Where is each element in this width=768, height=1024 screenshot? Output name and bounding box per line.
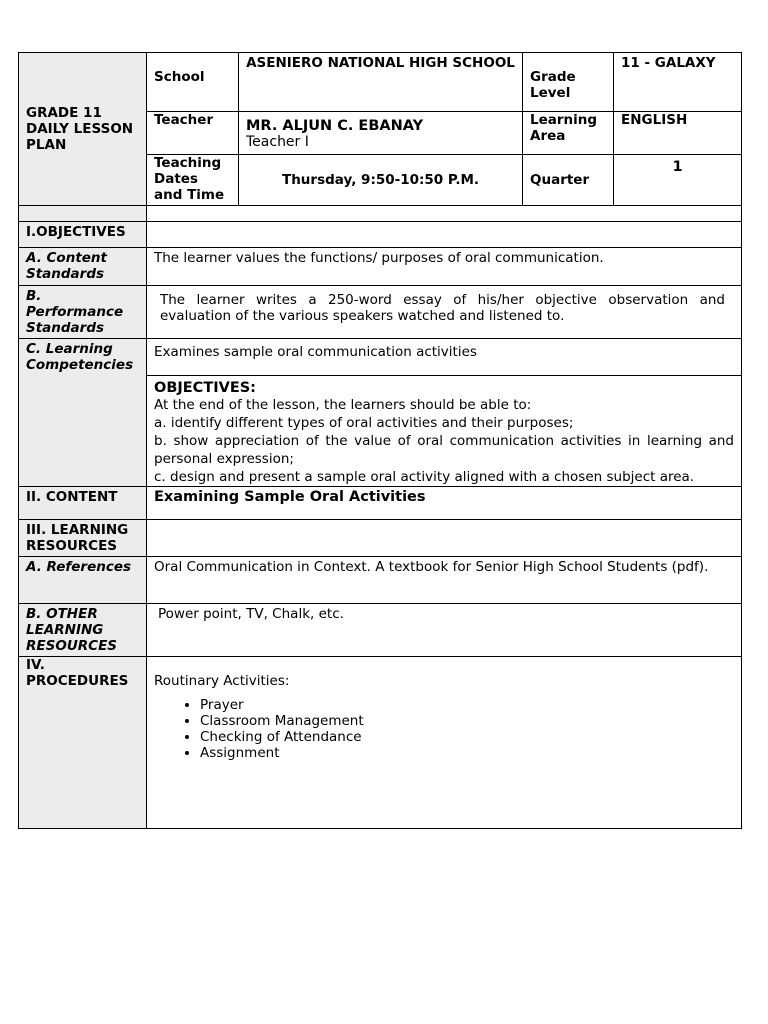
list-item: • Prayer	[200, 697, 734, 713]
grade-label: Grade Level	[530, 69, 576, 101]
area-label: Learning Area	[530, 112, 598, 144]
teacher-label-cell	[147, 112, 239, 155]
list-item: • Checking of Attendance	[200, 729, 734, 745]
quarter-value-cell	[614, 155, 742, 206]
list-item: • Classroom Management	[200, 713, 734, 729]
lesson-plan-table	[18, 52, 742, 829]
procedures-label-cell	[19, 657, 147, 829]
objective-c: c. design and present a sample oral activity aligned with a chosen subject area.	[154, 469, 695, 485]
teacher-cell	[239, 112, 523, 155]
references-text: Oral Communication in Context. A textbook for Senior High School Students (pdf).	[154, 559, 709, 575]
spacer-side	[19, 206, 147, 222]
routine-heading: Routinary Activities:	[154, 673, 290, 689]
objectives-heading: OBJECTIVES:	[154, 380, 256, 396]
content-value-cell	[147, 487, 742, 520]
routine-list	[154, 697, 734, 761]
objectives-label: I.OBJECTIVES	[26, 224, 126, 240]
objectives-label-cell	[19, 222, 147, 248]
grade-value: 11 - GALAXY	[621, 55, 716, 71]
school-label: School	[154, 69, 205, 85]
plan-label-cell	[19, 53, 147, 206]
content-standards-cell	[147, 248, 742, 286]
teacher-role: Teacher I	[246, 134, 309, 150]
area-value-cell	[614, 112, 742, 155]
performance-standards-label: B. Performance Standards	[26, 288, 124, 336]
dates-value: Thursday, 9:50-10:50 P.M.	[281, 172, 480, 188]
spacer-main	[147, 206, 742, 222]
competencies-label: C. Learning Competencies	[26, 341, 134, 373]
performance-standards-text: The learner writes a 250-word essay of his/her objective observation and evaluation of the various speakers watched and listened to.	[160, 292, 725, 324]
school-label-cell	[147, 53, 239, 112]
objective-a: a. identify different types of oral activities and their purposes;	[154, 415, 574, 431]
content-standards-label: A. Content Standards	[26, 250, 107, 282]
references-label: A. References	[26, 559, 132, 575]
other-resources-label-cell	[19, 604, 147, 657]
lesson-objectives-cell	[147, 376, 742, 487]
list-item: • Assignment	[200, 745, 734, 761]
resources-blank-cell	[147, 520, 742, 557]
content-standards-text: The learner values the functions/ purposes of oral communication.	[154, 250, 604, 266]
objectives-blank-cell	[147, 222, 742, 248]
area-label-cell	[523, 112, 614, 155]
procedures-label: IV. PROCEDURES	[26, 657, 129, 689]
other-resources-label: B. OTHER LEARNING RESOURCES	[26, 606, 118, 654]
teacher-name: MR. ALJUN C. EBANAY	[246, 118, 424, 134]
dates-label-cell	[147, 155, 239, 206]
objective-b: b. show appreciation of the value of oral communication activities in learning and personal expression;	[154, 433, 734, 467]
competencies-label-cell	[19, 339, 147, 487]
objectives-intro: At the end of the lesson, the learners should be able to:	[154, 397, 532, 413]
content-label-cell	[19, 487, 147, 520]
content-title: Examining Sample Oral Activities	[154, 489, 426, 505]
plan-label: GRADE 11 DAILY LESSON PLAN	[26, 105, 134, 153]
references-label-cell	[19, 557, 147, 604]
area-value: ENGLISH	[621, 112, 688, 128]
other-resources-text: Power point, TV, Chalk, etc.	[158, 606, 344, 622]
resources-label: III. LEARNING RESOURCES	[26, 522, 129, 554]
procedures-cell	[147, 657, 742, 829]
teacher-label: Teacher	[154, 112, 214, 128]
school-name: ASENIERO NATIONAL HIGH SCHOOL	[246, 55, 515, 71]
grade-value-cell	[614, 53, 742, 112]
performance-standards-cell	[147, 286, 742, 339]
grade-label-cell	[523, 53, 614, 112]
quarter-label: Quarter	[530, 172, 590, 188]
competencies-cell	[147, 339, 742, 376]
references-cell	[147, 557, 742, 604]
dates-value-cell	[239, 155, 523, 206]
content-standards-label-cell	[19, 248, 147, 286]
content-label: II. CONTENT	[26, 489, 118, 505]
resources-label-cell	[19, 520, 147, 557]
other-resources-cell	[147, 604, 742, 657]
dates-label: Teaching Dates and Time	[154, 155, 225, 203]
quarter-value: 1	[672, 159, 683, 175]
performance-standards-label-cell	[19, 286, 147, 339]
competencies-text: Examines sample oral communication activities	[154, 344, 477, 360]
quarter-label-cell	[523, 155, 614, 206]
school-name-cell	[239, 53, 523, 112]
